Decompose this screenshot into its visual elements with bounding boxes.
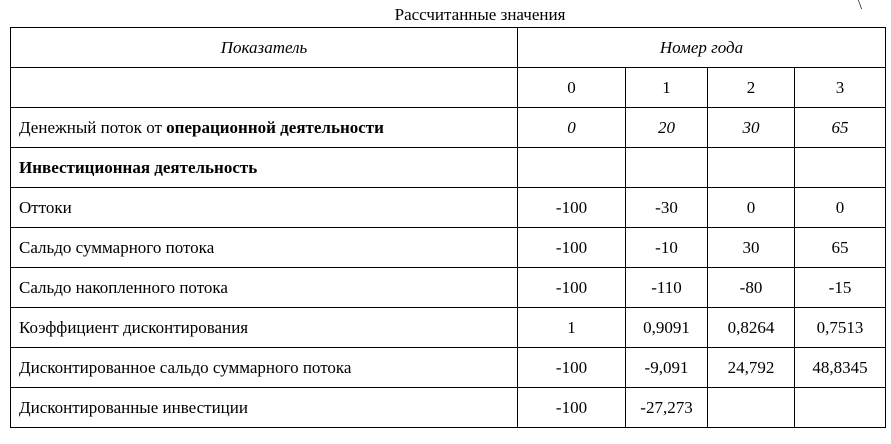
- row-label-text: Сальдо накопленного потока: [19, 277, 228, 297]
- header-empty-cell: [11, 68, 518, 108]
- row-label-text: Денежный поток от: [19, 117, 167, 137]
- value-cell-year-3: 65: [795, 108, 886, 148]
- value-cell-year-2: -80: [708, 268, 795, 308]
- value-cell-year-0: -100: [518, 388, 626, 428]
- value-cell-year-0: 0: [518, 108, 626, 148]
- table-row: [11, 388, 886, 428]
- value-cell-year-2: 0,8264: [708, 308, 795, 348]
- table-row: [11, 188, 886, 228]
- row-label: [11, 308, 518, 348]
- value-cell-year-0: -100: [518, 348, 626, 388]
- value-cell-year-0: -100: [518, 268, 626, 308]
- value-cell-year-1: -110: [626, 268, 708, 308]
- row-label: [11, 348, 518, 388]
- row-label-bold-text: операционной деятельности: [166, 117, 384, 137]
- value-cell-year-3: [795, 388, 886, 428]
- table-row: [11, 308, 886, 348]
- row-label-text: Дисконтированные инвестиции: [19, 397, 248, 417]
- corner-mark: \: [858, 0, 862, 13]
- row-label-text: Оттоки: [19, 197, 72, 217]
- value-cell-year-3: 0: [795, 188, 886, 228]
- row-label: [11, 388, 518, 428]
- row-label: [11, 228, 518, 268]
- row-label: [11, 108, 518, 148]
- row-label-text: Дисконтированное сальдо суммарного потока: [19, 357, 352, 377]
- table-row: [11, 228, 886, 268]
- table-row: [11, 348, 886, 388]
- header-year-group: Номер года: [518, 28, 886, 68]
- header-row-1: [11, 28, 886, 68]
- value-cell-year-3: 0,7513: [795, 308, 886, 348]
- value-cell-year-0: -100: [518, 228, 626, 268]
- header-year-1: 1: [626, 68, 708, 108]
- row-label-text: Сальдо суммарного потока: [19, 237, 215, 257]
- row-label-bold-text: Инвестиционная деятельность: [19, 157, 258, 177]
- table-row: [11, 108, 886, 148]
- value-cell-year-2: [708, 148, 795, 188]
- value-cell-year-3: [795, 148, 886, 188]
- table-caption: Рассчитанные значения: [394, 5, 566, 24]
- value-cell-year-0: -100: [518, 188, 626, 228]
- value-cell-year-0: 1: [518, 308, 626, 348]
- row-label: [11, 268, 518, 308]
- table-row: [11, 268, 886, 308]
- value-cell-year-1: 20: [626, 108, 708, 148]
- value-cell-year-2: 30: [708, 108, 795, 148]
- row-label: [11, 148, 518, 188]
- value-cell-year-1: -30: [626, 188, 708, 228]
- value-cell-year-2: 0: [708, 188, 795, 228]
- value-cell-year-2: [708, 388, 795, 428]
- header-year-3: 3: [795, 68, 886, 108]
- value-cell-year-3: 65: [795, 228, 886, 268]
- calculated-values-table: [10, 27, 886, 428]
- value-cell-year-1: -10: [626, 228, 708, 268]
- row-label-text: Коэффициент дисконтирования: [19, 317, 249, 337]
- value-cell-year-1: [626, 148, 708, 188]
- header-row-2: [11, 68, 886, 108]
- header-indicator: Показатель: [11, 28, 518, 68]
- value-cell-year-2: 24,792: [708, 348, 795, 388]
- row-label: [11, 188, 518, 228]
- value-cell-year-1: 0,9091: [626, 308, 708, 348]
- table-row: [11, 148, 886, 188]
- value-cell-year-2: 30: [708, 228, 795, 268]
- header-year-0: 0: [518, 68, 626, 108]
- value-cell-year-3: -15: [795, 268, 886, 308]
- value-cell-year-0: [518, 148, 626, 188]
- value-cell-year-3: 48,8345: [795, 348, 886, 388]
- value-cell-year-1: -9,091: [626, 348, 708, 388]
- header-year-2: 2: [708, 68, 795, 108]
- value-cell-year-1: -27,273: [626, 388, 708, 428]
